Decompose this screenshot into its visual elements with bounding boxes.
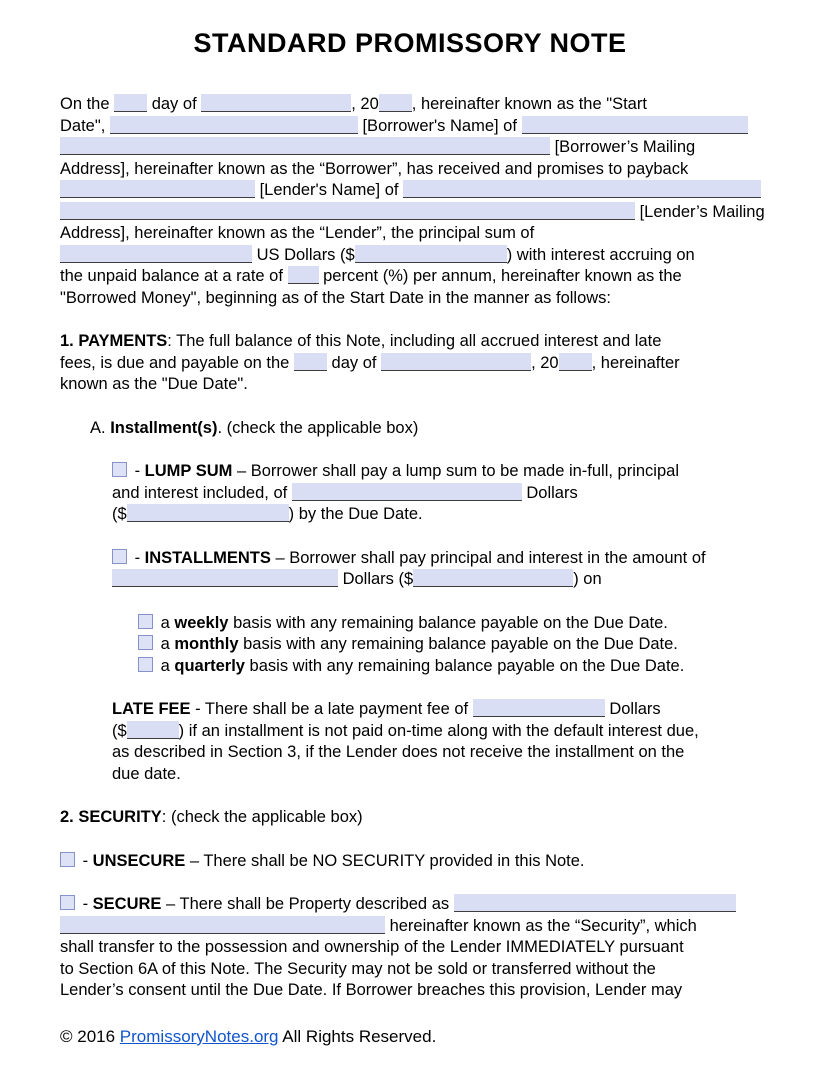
text-run: basis with any remaining balance payable on the Due Date. <box>228 613 668 632</box>
text-run: hereinafter known as the “Security”, which <box>385 916 697 935</box>
text-run: US Dollars ($ <box>252 245 355 264</box>
text-run: , hereinafter known as the "Start <box>411 95 647 113</box>
text-run: ) if an installment is not paid on-time along with the default interest due, <box>178 721 699 740</box>
secure-checkbox[interactable] <box>60 895 75 910</box>
text-run: On the <box>60 95 115 113</box>
text-run: Dollars <box>521 483 578 502</box>
text-run: and interest included, of <box>112 483 292 502</box>
text-run: Lender’s consent until the Due Date. If Borrower breaches this provision, Lender may <box>60 981 683 999</box>
text-run: - <box>78 851 93 870</box>
text-run: [Borrower's Name] of <box>357 116 522 135</box>
late-fee-words-field[interactable] <box>473 699 605 717</box>
borrower-name-field[interactable] <box>110 116 358 134</box>
monthly-checkbox[interactable] <box>138 635 153 650</box>
principal-sum-number-field[interactable] <box>355 245 507 263</box>
security-description-field-1[interactable] <box>454 894 736 912</box>
text-run: to Section 6A of this Note. The Security may not be sold or transferred without the <box>60 959 656 978</box>
text-run: basis with any remaining balance payable on the Due Date. <box>238 635 678 653</box>
text-run: - There shall be a late payment fee of <box>190 700 473 718</box>
due-month-field[interactable] <box>381 353 531 371</box>
text-run: ($ <box>112 721 127 740</box>
section-2-security <box>60 807 768 829</box>
text-run: basis with any remaining balance payable on the Due Date. <box>244 656 685 675</box>
interest-rate-field[interactable] <box>288 266 319 284</box>
text-run: Date", <box>60 116 110 135</box>
bold-text-run: LUMP SUM <box>144 462 233 480</box>
text-run: ) with interest accruing on <box>506 245 695 264</box>
text-run: shall transfer to the possession and ownership of the Lender IMMEDIATELY pursuant <box>60 938 684 956</box>
bold-text-run: 2. SECURITY <box>60 808 162 826</box>
due-day-field[interactable] <box>294 353 327 371</box>
bold-text-run: SECURE <box>92 895 162 913</box>
text-run: as described in Section 3, if the Lender does not receive the installment on the <box>112 743 685 761</box>
text-run: a <box>156 613 175 632</box>
lump-sum-checkbox[interactable] <box>112 462 127 477</box>
text-run: , 20 <box>531 353 559 372</box>
late-fee-paragraph <box>112 699 768 785</box>
text-run: Dollars ($ <box>338 570 414 588</box>
bold-text-run: quarterly <box>174 656 245 675</box>
text-run: ) on <box>573 570 602 588</box>
lender-address-field-1[interactable] <box>403 180 761 198</box>
text-run: - <box>130 548 145 567</box>
bold-text-run: 1. PAYMENTS <box>60 332 168 350</box>
installments-option <box>112 548 768 591</box>
unsecure-checkbox[interactable] <box>60 852 75 867</box>
text-run: the unpaid balance at a rate of <box>60 267 288 285</box>
text-run: Address], hereinafter known as the “Lender”, the principal sum of <box>60 224 535 242</box>
installment-frequency-options <box>138 613 768 678</box>
lender-address-field-2[interactable] <box>60 202 635 220</box>
text-run: [Borrower’s Mailing <box>550 138 696 156</box>
text-run: day of <box>326 353 382 372</box>
text-run: ($ <box>112 505 127 523</box>
bold-text-run: Installment(s) <box>110 418 218 437</box>
footer-copyright-prefix: © 2016 <box>60 1027 120 1046</box>
lender-name-field[interactable] <box>60 180 255 198</box>
text-run: – There shall be NO SECURITY provided in this Note. <box>185 851 585 870</box>
text-run: A. <box>90 418 111 437</box>
due-year-field[interactable] <box>559 353 592 371</box>
text-run: Address], hereinafter known as the “Borrower”, has received and promises to payback <box>60 159 689 178</box>
document-body <box>60 94 768 1002</box>
text-run: Dollars <box>604 700 661 718</box>
text-run: fees, is due and payable on the <box>60 353 294 372</box>
installment-number-field[interactable] <box>413 569 573 587</box>
bold-text-run: monthly <box>174 635 239 653</box>
text-run: : (check the applicable box) <box>161 808 363 826</box>
lump-sum-option <box>112 461 768 526</box>
text-run: a <box>156 656 175 675</box>
text-run: : The full balance of this Note, including all accrued interest and late <box>167 332 662 350</box>
text-run: known as the "Due Date". <box>60 375 248 393</box>
text-run: day of <box>147 95 202 113</box>
start-day-field[interactable] <box>114 94 147 112</box>
text-run: percent (%) per annum, hereinafter known as the <box>318 267 682 285</box>
bold-text-run: weekly <box>174 613 229 632</box>
text-run: a <box>156 635 175 653</box>
bold-text-run: UNSECURE <box>92 851 186 870</box>
text-run: ) by the Due Date. <box>288 505 423 523</box>
installment-words-field[interactable] <box>112 569 338 587</box>
section-1-payments <box>60 331 768 396</box>
page-title: STANDARD PROMISSORY NOTE <box>193 28 627 58</box>
footer <box>60 1026 436 1048</box>
lump-sum-words-field[interactable] <box>292 483 522 501</box>
footer-copyright-suffix: All Rights Reserved. <box>278 1027 437 1046</box>
intro-paragraph <box>60 94 768 309</box>
text-run: [Lender's Name] of <box>255 181 404 199</box>
start-month-field[interactable] <box>201 94 351 112</box>
text-run: – Borrower shall pay a lump sum to be made in-full, principal <box>232 462 679 480</box>
footer-link[interactable]: PromissoryNotes.org <box>119 1027 279 1046</box>
text-run: – There shall be Property described as <box>161 895 454 913</box>
quarterly-checkbox[interactable] <box>138 657 153 672</box>
unsecure-option <box>60 851 768 873</box>
bold-text-run: INSTALLMENTS <box>144 548 271 567</box>
secure-option <box>60 894 768 1002</box>
text-run: "Borrowed Money", beginning as of the Start Date in the manner as follows: <box>60 288 612 307</box>
borrower-address-field-1[interactable] <box>522 116 748 134</box>
late-fee-number-field[interactable] <box>127 721 179 739</box>
text-run: due date. <box>112 764 181 783</box>
lump-sum-number-field[interactable] <box>127 504 289 522</box>
principal-sum-words-field[interactable] <box>60 245 252 263</box>
installments-heading <box>90 418 768 440</box>
borrower-address-field-2[interactable] <box>60 137 550 155</box>
text-run: [Lender’s Mailing <box>635 202 765 221</box>
text-run: - <box>78 895 93 913</box>
text-run: . (check the applicable box) <box>217 418 419 437</box>
text-run: - <box>130 462 145 480</box>
security-description-field-2[interactable] <box>60 916 385 934</box>
bold-text-run: LATE FEE <box>112 700 191 718</box>
start-year-field[interactable] <box>379 94 412 112</box>
text-run: , hereinafter <box>591 353 680 372</box>
installments-checkbox[interactable] <box>112 549 127 564</box>
weekly-checkbox[interactable] <box>138 614 153 629</box>
text-run: – Borrower shall pay principal and interest in the amount of <box>270 548 706 567</box>
text-run: , 20 <box>351 95 379 113</box>
